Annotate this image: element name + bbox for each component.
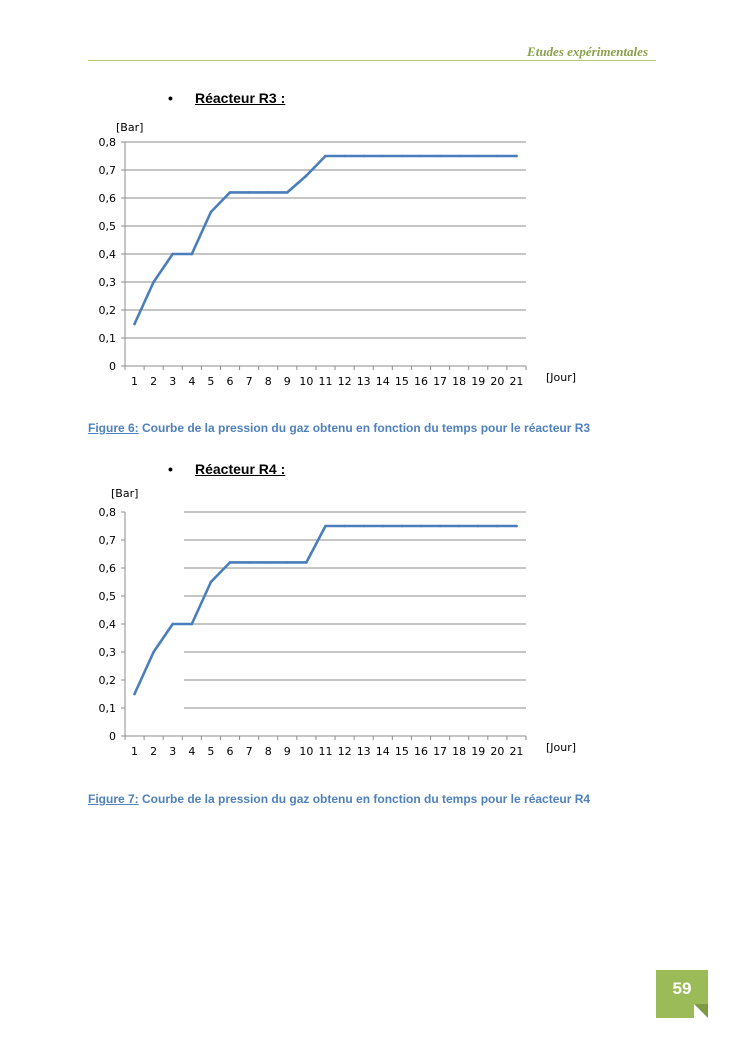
section-heading-text: Réacteur R3 : [195, 90, 286, 106]
data-point [248, 561, 251, 564]
data-point [420, 155, 423, 158]
data-point [286, 191, 289, 194]
series-line [135, 526, 517, 694]
x-tick-label: 8 [264, 375, 272, 388]
x-tick-label: 6 [226, 375, 234, 388]
data-point [343, 155, 346, 158]
data-point [229, 191, 232, 194]
section-heading-text: Réacteur R4 : [195, 461, 286, 477]
data-point [362, 525, 365, 528]
figure-caption-6 [88, 421, 590, 435]
y-tick-label: 0,1 [98, 332, 116, 345]
pressure-chart-r3 [88, 118, 598, 398]
bullet: • [168, 90, 173, 106]
data-point [496, 525, 499, 528]
pressure-chart-r4 [88, 484, 598, 764]
data-point [191, 623, 194, 626]
data-point [515, 155, 518, 158]
data-point [496, 155, 499, 158]
x-tick-label: 11 [318, 375, 333, 388]
data-point [439, 155, 442, 158]
y-tick-label: 0,4 [98, 248, 116, 261]
data-point [305, 174, 308, 177]
x-tick-label: 8 [264, 745, 272, 758]
data-point [248, 191, 251, 194]
x-tick-label: 12 [337, 745, 352, 758]
y-tick-label: 0,2 [98, 674, 116, 687]
data-point [191, 253, 194, 256]
y-axis-title: [Bar] [111, 487, 139, 500]
data-point [420, 525, 423, 528]
x-tick-label: 18 [452, 745, 467, 758]
y-tick-label: 0,6 [98, 562, 116, 575]
x-tick-label: 14 [375, 375, 390, 388]
x-tick-label: 3 [169, 745, 177, 758]
x-tick-label: 10 [299, 745, 314, 758]
y-axis-title: [Bar] [116, 121, 144, 134]
header-rule [88, 60, 656, 61]
data-point [381, 525, 384, 528]
x-tick-label: 17 [433, 375, 448, 388]
data-point [381, 155, 384, 158]
x-tick-label: 17 [433, 745, 448, 758]
x-tick-label: 21 [509, 375, 524, 388]
x-tick-label: 13 [356, 745, 371, 758]
x-tick-label: 7 [245, 375, 253, 388]
data-point [458, 155, 461, 158]
y-tick-label: 0,7 [98, 534, 116, 547]
y-tick-label: 0,4 [98, 618, 116, 631]
x-tick-label: 5 [207, 745, 215, 758]
data-point [152, 651, 155, 654]
caption-number: Figure 6: [88, 421, 139, 435]
y-tick-label: 0,3 [98, 276, 116, 289]
y-tick-label: 0,6 [98, 192, 116, 205]
caption-text: Courbe de la pression du gaz obtenu en fonction du temps pour le réacteur R3 [138, 421, 591, 435]
x-tick-label: 15 [394, 375, 409, 388]
y-tick-label: 0,3 [98, 646, 116, 659]
y-tick-label: 0 [109, 730, 116, 743]
data-point [343, 525, 346, 528]
x-tick-label: 19 [471, 375, 486, 388]
chart-svg [88, 484, 598, 764]
y-tick-label: 0,5 [98, 590, 116, 603]
data-point [133, 323, 136, 326]
data-point [401, 525, 404, 528]
caption-text: Courbe de la pression du gaz obtenu en fonction du temps pour le réacteur R4 [138, 792, 591, 806]
x-tick-label: 12 [337, 375, 352, 388]
page-number: 59 [672, 979, 692, 998]
running-header: Etudes expérimentales [527, 44, 648, 59]
data-point [267, 191, 270, 194]
x-tick-label: 9 [283, 745, 291, 758]
section-heading-r3 [168, 90, 285, 106]
bullet: • [168, 461, 173, 477]
page-fold-corner [694, 1004, 708, 1018]
y-tick-label: 0,1 [98, 702, 116, 715]
data-point [171, 253, 174, 256]
y-tick-label: 0,8 [98, 506, 116, 519]
x-tick-label: 19 [471, 745, 486, 758]
x-tick-label: 10 [299, 375, 314, 388]
x-tick-label: 5 [207, 375, 215, 388]
data-point [439, 525, 442, 528]
x-tick-label: 11 [318, 745, 333, 758]
data-point [477, 155, 480, 158]
data-point [477, 525, 480, 528]
data-point [152, 281, 155, 284]
x-tick-label: 13 [356, 375, 371, 388]
x-axis-title: [Jour] [546, 741, 577, 754]
figure-caption-7 [88, 792, 590, 806]
data-point [171, 623, 174, 626]
data-point [324, 155, 327, 158]
x-tick-label: 9 [283, 375, 291, 388]
x-tick-label: 20 [490, 375, 505, 388]
y-tick-label: 0,7 [98, 164, 116, 177]
x-tick-label: 18 [452, 375, 467, 388]
x-tick-label: 15 [394, 745, 409, 758]
y-tick-label: 0,5 [98, 220, 116, 233]
x-tick-label: 20 [490, 745, 505, 758]
page-number-badge [656, 970, 708, 1018]
x-tick-label: 7 [245, 745, 253, 758]
x-tick-label: 21 [509, 745, 524, 758]
x-tick-label: 2 [150, 375, 158, 388]
data-point [362, 155, 365, 158]
y-tick-label: 0,2 [98, 304, 116, 317]
x-tick-label: 14 [375, 745, 390, 758]
x-axis-title: [Jour] [546, 371, 577, 384]
caption-number: Figure 7: [88, 792, 139, 806]
section-heading-r4 [168, 461, 285, 477]
x-tick-label: 4 [188, 745, 196, 758]
data-point [324, 525, 327, 528]
data-point [458, 525, 461, 528]
data-point [229, 561, 232, 564]
x-tick-label: 1 [131, 745, 139, 758]
x-tick-label: 4 [188, 375, 196, 388]
y-tick-label: 0 [109, 360, 116, 373]
x-tick-label: 16 [413, 375, 428, 388]
data-point [267, 561, 270, 564]
y-tick-label: 0,8 [98, 136, 116, 149]
x-tick-label: 2 [150, 745, 158, 758]
data-point [210, 211, 213, 214]
data-point [210, 581, 213, 584]
series-line [135, 156, 517, 324]
data-point [401, 155, 404, 158]
data-point [133, 693, 136, 696]
x-tick-label: 6 [226, 745, 234, 758]
x-tick-label: 16 [413, 745, 428, 758]
data-point [305, 561, 308, 564]
x-tick-label: 3 [169, 375, 177, 388]
x-tick-label: 1 [131, 375, 139, 388]
chart-svg [88, 118, 598, 398]
data-point [286, 561, 289, 564]
data-point [515, 525, 518, 528]
